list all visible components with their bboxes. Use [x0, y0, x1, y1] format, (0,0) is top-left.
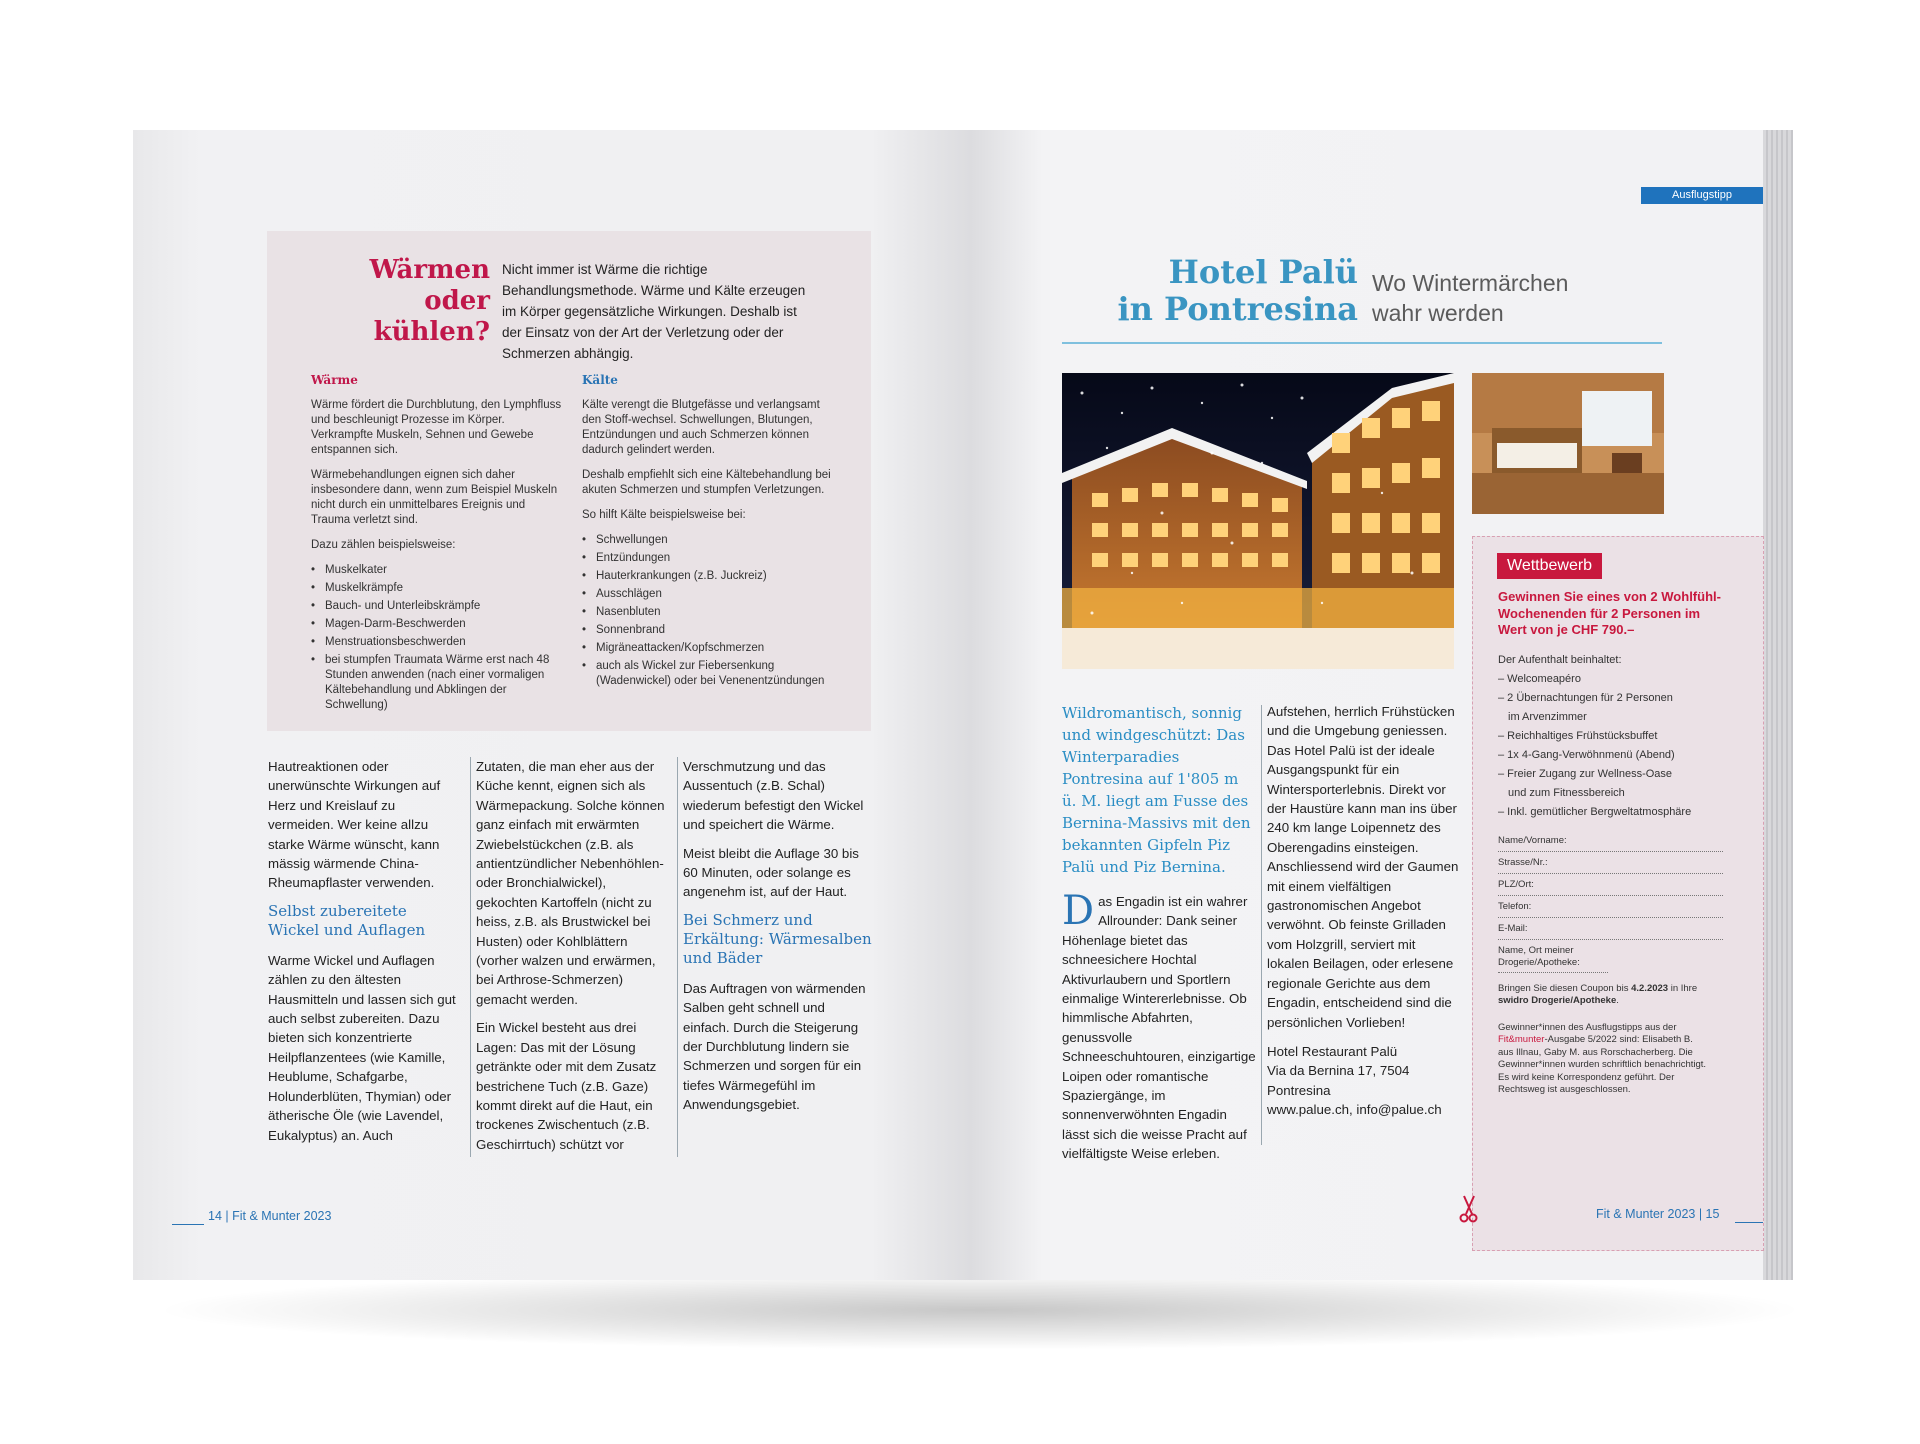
- deadline-text: .: [1616, 995, 1619, 1006]
- prize-item: – 1x 4-Gang-Verwöhnmenü (Abend): [1498, 748, 1675, 761]
- cold-text: Deshalb empfiehlt sich eine Kältebehandlung bei akuten Schmerzen und stumpfen Verletzungen.: [582, 469, 831, 496]
- cold-text: So hilft Kälte beispielsweise bei:: [582, 509, 746, 521]
- section-tag: Ausflugstipp: [1641, 187, 1763, 204]
- cold-text: Kälte verengt die Blutgefässe und verlangsamt den Stoff-wechsel. Schwellungen, Blutungen, Entzündungen und auch Schmerzen können dadurch gelindert werden.: [582, 399, 820, 456]
- address-line: Via da Bernina 17, 7504: [1267, 1063, 1410, 1079]
- warm-text: Wärmebehandlungen eignen sich daher insbesondere dann, wenn zum Beispiel Muskeln nicht durch ein unmittelbares Ereignis und Trauma verletzt sind.: [311, 469, 558, 526]
- prize-item: – Freier Zugang zur Wellness-Oase: [1498, 767, 1673, 780]
- list-item: • Hauterkrankungen (z.B. Juckreiz): [582, 569, 842, 584]
- list-item: • bei stumpfen Traumata Wärme erst nach 48 Stunden anwenden (nach einer vormaligen Kältebehandlung und Abklingen der Schwellung): [311, 653, 566, 713]
- cold-heading: Kälte: [582, 373, 618, 387]
- title-line: Hotel Palü: [1168, 253, 1358, 291]
- body-text: as Engadin ist ein wahrer Allrounder: Dank seiner Höhenlage bietet das schneesichere Hochtal Aktivurlaubern und Sportlern einmalige Wintererlebnisse. Ob himmlische Abfahrten, genussvolle Schneeschuhtouren, einzigartige Loipen oder romantische Spaziergänge, im sonnenverwöhnten Engadin lässt sich die weisse Pracht auf vielfältigste Weise erleben.: [1062, 894, 1256, 1162]
- hotel-room-photo: [1472, 373, 1664, 514]
- text-column-3: [683, 757, 875, 1124]
- prize-list: [1498, 670, 1723, 822]
- list-item: • Bauch- und Unterleibskrämpfe: [311, 599, 566, 614]
- phone-field[interactable]: Telefon:: [1498, 896, 1723, 918]
- list-item: • Schwellungen: [582, 533, 842, 548]
- warm-text: Dazu zählen beispielsweise:: [311, 539, 456, 551]
- list-item: • Magen-Darm-Beschwerden: [311, 617, 566, 632]
- subtitle-line: Wo Wintermärchen: [1372, 270, 1569, 296]
- cold-list: [582, 533, 842, 689]
- list-item: • Nasenbluten: [582, 605, 842, 620]
- warm-list: [311, 563, 566, 713]
- body-text: Aufstehen, herrlich Frühstücken und die Umgebung geniessen. Das Hotel Palü ist der ideale Ausgangspunkt für ein Wintersporterlebnis. Direkt vor der Haustüre kann man ins über 240 km lange Loipennetz des Oberengadins einsteigen. Anschliessend wird der Gaumen mit einem vielfältigen gastronomischen Angebot verwöhnt. Ob feinste Grilladen vom Holzgrill, serviert mit lokalen Beilagen, oder erlesene regionale Gerichte aus dem Engadin, entscheidend sind die persönlichen Vorlieben!: [1267, 704, 1459, 1030]
- contest-badge: Wettbewerb: [1497, 553, 1602, 579]
- deadline-date: 4.2.2023: [1631, 982, 1669, 994]
- folio-rule: [172, 1224, 204, 1225]
- prize-item: – Inkl. gemütlicher Bergweltatmosphäre: [1498, 805, 1692, 818]
- scissors-icon: [1458, 1194, 1480, 1224]
- box-intro: Nicht immer ist Wärme die richtige Behandlungsmethode. Wärme und Kälte erzeugen im Körper gegensätzliche Wirkungen. Deshalb ist der Einsatz von der Art der Verletzung oder der Schmerzen abhängig.: [502, 262, 806, 361]
- list-item: • Entzündungen: [582, 551, 842, 566]
- list-item: • Ausschlägen: [582, 587, 842, 602]
- drop-cap: D: [1062, 888, 1095, 934]
- box-title-line: oder: [424, 286, 490, 316]
- page-number-right: Fit & Munter 2023 | 15: [1596, 1207, 1720, 1221]
- warm-text: Wärme fördert die Durchblutung, den Lymphfluss und beschleunigt Prozesse im Körper. Verkrampfte Muskeln, Sehnen und Gewebe entspannen sich.: [311, 399, 562, 456]
- list-item: • Muskelkrämpfe: [311, 581, 566, 596]
- winners-text: Gewinner*innen des Ausflugstipps aus der: [1498, 1021, 1677, 1033]
- body-text: Verschmutzung und das Aussentuch (z.B. Schal) wiederum befestigt den Wickel und speichert die Wärme.: [683, 759, 864, 833]
- warm-column: [311, 373, 566, 716]
- box-title-line: Wärmen: [369, 255, 490, 285]
- prize-item: – 2 Übernachtungen für 2 Personen: [1498, 691, 1673, 704]
- cold-column: [582, 373, 842, 692]
- body-text: Ein Wickel besteht aus drei Lagen: Das mit der Lösung getränkte oder mit dem Zusatz bestrichene Tuch (z.B. Gaze) kommt direkt auf die Haut, ein trockenes Zwischentuch (z.B. Geschirrtuch) schützt vor: [476, 1020, 657, 1152]
- list-item: • auch als Wickel zur Fiebersenkung (Wadenwickel) oder bei Venenentzündungen: [582, 659, 842, 689]
- list-item: • Sonnenbrand: [582, 623, 842, 638]
- store-field[interactable]: Name, Ort meiner Drogerie/Apotheke:: [1498, 940, 1608, 973]
- list-item: • Muskelkater: [311, 563, 566, 578]
- subheading: Selbst zubereitete Wickel und Auflagen: [268, 901, 426, 939]
- prize-item: – Reichhaltiges Frühstücksbuffet: [1498, 729, 1658, 742]
- article-subtitle: [1372, 268, 1632, 328]
- column-divider: [677, 757, 678, 1157]
- deadline-store: swidro Drogerie/Apotheke: [1498, 995, 1617, 1006]
- article-title: [1088, 254, 1358, 328]
- lead-text: Wildromantisch, sonnig und windgeschützt: Das Winterparadies Pontresina auf 1'805 m ü. M. liegt am Fusse des Bernina-Massivs mit den bekannten Gipfeln Piz Palü und Piz Bernina.: [1062, 704, 1251, 876]
- coupon-intro: Der Aufenthalt beinhaltet:: [1498, 653, 1622, 666]
- folio-rule: [1735, 1222, 1763, 1223]
- body-text: Das Auftragen von wärmenden Salben geht schnell und einfach. Durch die Steigerung der Durchblutung lindern sie Schmerzen und sorgen für ein tiefes Wärmegefühl im Anwendungsgebiet.: [683, 980, 866, 1113]
- page-edges: [1763, 130, 1793, 1280]
- deadline-text: in Ihre: [1668, 982, 1698, 994]
- deadline-text: Bringen Sie diesen Coupon bis: [1498, 982, 1632, 994]
- title-line: in Pontresina: [1117, 290, 1358, 328]
- column-divider: [470, 757, 471, 1157]
- prize-item: im Arvenzimmer: [1508, 710, 1587, 723]
- article-body: [1062, 888, 1257, 1164]
- prize-item: – Welcomeapéro: [1498, 672, 1581, 685]
- prize-item: und zum Fitnessbereich: [1508, 786, 1625, 799]
- winners-notice: [1498, 1022, 1708, 1097]
- body-text: Meist bleibt die Auflage 30 bis 60 Minuten, oder solange es angenehm ist, auf der Haut.: [683, 845, 859, 900]
- box-title-line: kühlen?: [373, 317, 490, 347]
- zip-city-field[interactable]: PLZ/Ort:: [1498, 874, 1723, 896]
- article-lead-column: [1062, 702, 1257, 1164]
- address-line: Pontresina: [1267, 1082, 1331, 1098]
- list-item: • Migräneattacken/Kopfschmerzen: [582, 641, 842, 656]
- magazine-name: Fit&munter: [1498, 1034, 1545, 1045]
- subtitle-line: wahr werden: [1372, 300, 1504, 326]
- body-text: Warme Wickel und Auflagen zählen zu den ältesten Hausmitteln und lassen sich gut auch selbst zubereiten. Dazu bieten sich konzentrierte Heilpflanzentees (wie Kamille, Heublume, Schafgarbe, Holunderblüten, Thymian) oder ätherische Öle (wie Lavendel, Eukalyptus) an. Auch: [268, 952, 456, 1143]
- body-text: Zutaten, die man eher aus der Küche kennt, eignen sich als Wärmepackung. Solche können ganz einfach mit erwärmten Zwiebelstückchen (z.B. als antientzündlicher Nebenhöhlen- oder Bronchialwickel), gekochten Kartoffeln (nicht zu heiss, z.B. als Brustwickel bei Husten) oder Kohlblättern (vorher walzen und erwärmen, bei Arthrose-Schmerzen) gemacht werden.: [476, 759, 665, 1007]
- article-column-2: [1267, 702, 1459, 1120]
- column-divider: [1261, 705, 1262, 1145]
- email-field[interactable]: E-Mail:: [1498, 918, 1723, 940]
- winners-text: -Ausgabe 5/2022 sind: Elisabeth B. aus Illnau, Gaby M. aus Rorschacherberg. Die Gewinner*innen wurden schriftlich benachrichtigt. Es wird keine Korrespondenz geführt. Der Rechtsweg ist ausgeschlossen.: [1498, 1034, 1707, 1095]
- warm-heading: Wärme: [311, 373, 358, 387]
- text-column-2: [476, 757, 668, 1163]
- text-column-1: [268, 757, 460, 1154]
- address-line: Hotel Restaurant Palü: [1267, 1043, 1398, 1059]
- hotel-address: [1267, 1042, 1459, 1120]
- coupon-deadline: [1498, 983, 1723, 1008]
- hotel-night-photo: [1062, 373, 1454, 669]
- body-text: Hautreaktionen oder unerwünschte Wirkungen auf Herz und Kreislauf zu vermeiden. Wer keine allzu starke Wärme wünscht, kann mässig wärmende China-Rheumapflaster verwenden.: [268, 759, 441, 891]
- contest-headline: Gewinnen Sie eines von 2 Wohlfühl-Wochenenden für 2 Personen im Wert von je CHF 790.–: [1498, 589, 1721, 637]
- box-title: [340, 255, 490, 348]
- page-number-left: 14 | Fit & Munter 2023: [208, 1209, 332, 1223]
- street-field[interactable]: Strasse/Nr.:: [1498, 852, 1723, 874]
- title-rule: [1062, 342, 1662, 344]
- coupon-form: [1498, 830, 1723, 973]
- list-item: • Menstruationsbeschwerden: [311, 635, 566, 650]
- subheading: Bei Schmerz und Erkältung: Wärmesalben und Bäder: [683, 910, 872, 967]
- coupon-content: [1498, 589, 1723, 1097]
- name-field[interactable]: Name/Vorname:: [1498, 830, 1723, 852]
- book-shadow: [150, 1270, 1810, 1350]
- hotel-website-link[interactable]: www.palue.ch, info@palue.ch: [1267, 1102, 1442, 1118]
